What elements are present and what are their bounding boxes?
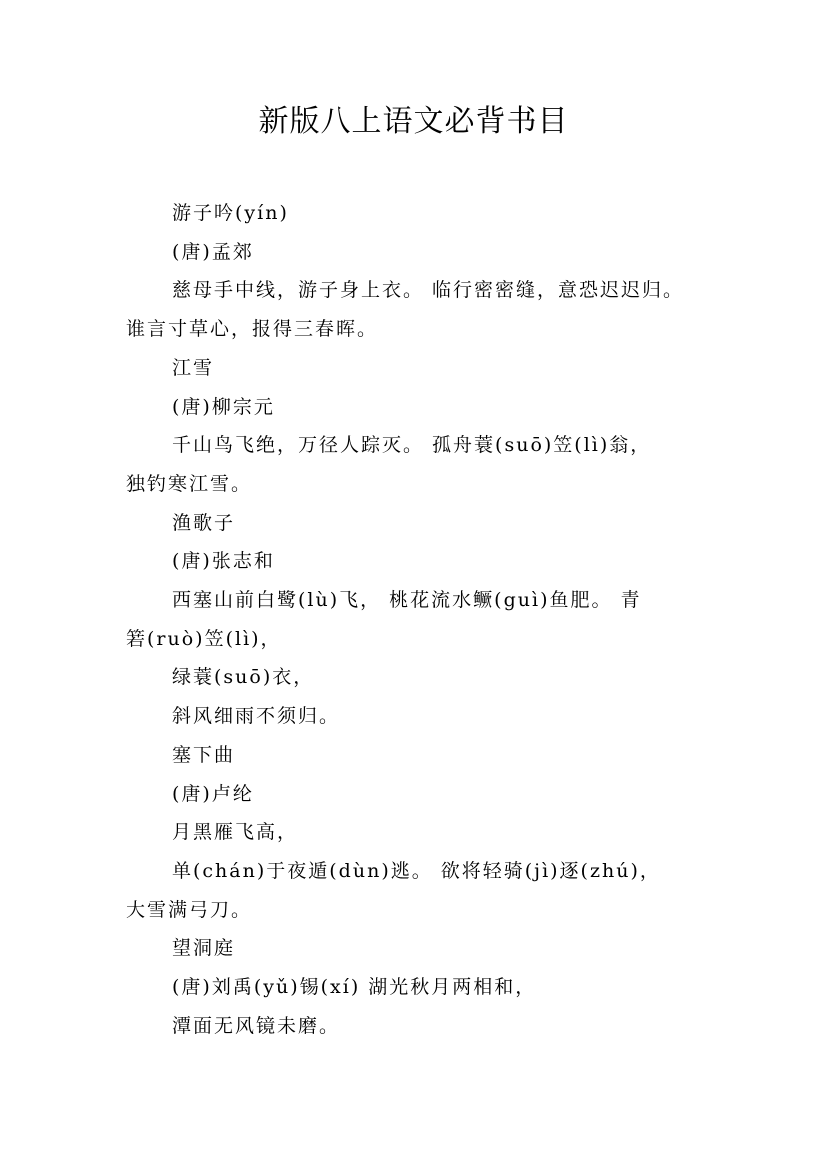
- poem-text-line: 潭面无风镜未磨。: [172, 1014, 341, 1037]
- poem-title-yugezi: 渔歌子: [172, 511, 236, 534]
- poem-text-line: 千山鸟飞绝，万径人踪灭。 孤舟蓑(suō)笠(lì)翁，: [172, 434, 652, 457]
- poem-title-saixiaqu: 塞下曲: [172, 743, 236, 766]
- document-title: 新版八上语文必背书目: [258, 104, 569, 139]
- poem-author-liuzongyuan: (唐)柳宗元: [172, 395, 275, 418]
- poem-text-line: 箬(ruò)笠(lì)，: [126, 627, 282, 650]
- poem-text-line: 大雪满弓刀。: [126, 898, 253, 921]
- poem-author-zhangzhihe: (唐)张志和: [172, 550, 275, 573]
- poem-text-line: 慈母手中线，游子身上衣。 临行密密缝，意恐迟迟归。: [172, 279, 685, 302]
- poem-text-line: 月黑雁飞高，: [172, 821, 299, 844]
- poem-text-line: 独钓寒江雪。: [126, 472, 253, 495]
- poem-title-wangdongting: 望洞庭: [172, 937, 236, 960]
- poem-author-liuyuxi: (唐)刘禹(yǔ)锡(xí) 湖光秋月两相和，: [172, 976, 537, 999]
- poem-title-jiangxue: 江雪: [172, 356, 215, 379]
- poem-text-line: 绿蓑(suō)衣，: [172, 666, 315, 689]
- poem-text-line: 西塞山前白鹭(lù)飞， 桃花流水鳜(guì)鱼肥。 青: [172, 589, 642, 612]
- poem-title-youziyin: 游子吟(yín): [172, 202, 289, 224]
- poem-text-line: 斜风细雨不须归。: [172, 705, 341, 728]
- poem-author-mengjiao: (唐)孟郊: [172, 240, 254, 263]
- document-body: [126, 194, 716, 1045]
- poem-text-line: 谁言寸草心，报得三春晖。: [126, 318, 379, 341]
- poem-text-line: 单(chán)于夜遁(dùn)逃。 欲将轻骑(jì)逐(zhú)，: [172, 859, 661, 882]
- poem-author-lulun: (唐)卢纶: [172, 782, 254, 805]
